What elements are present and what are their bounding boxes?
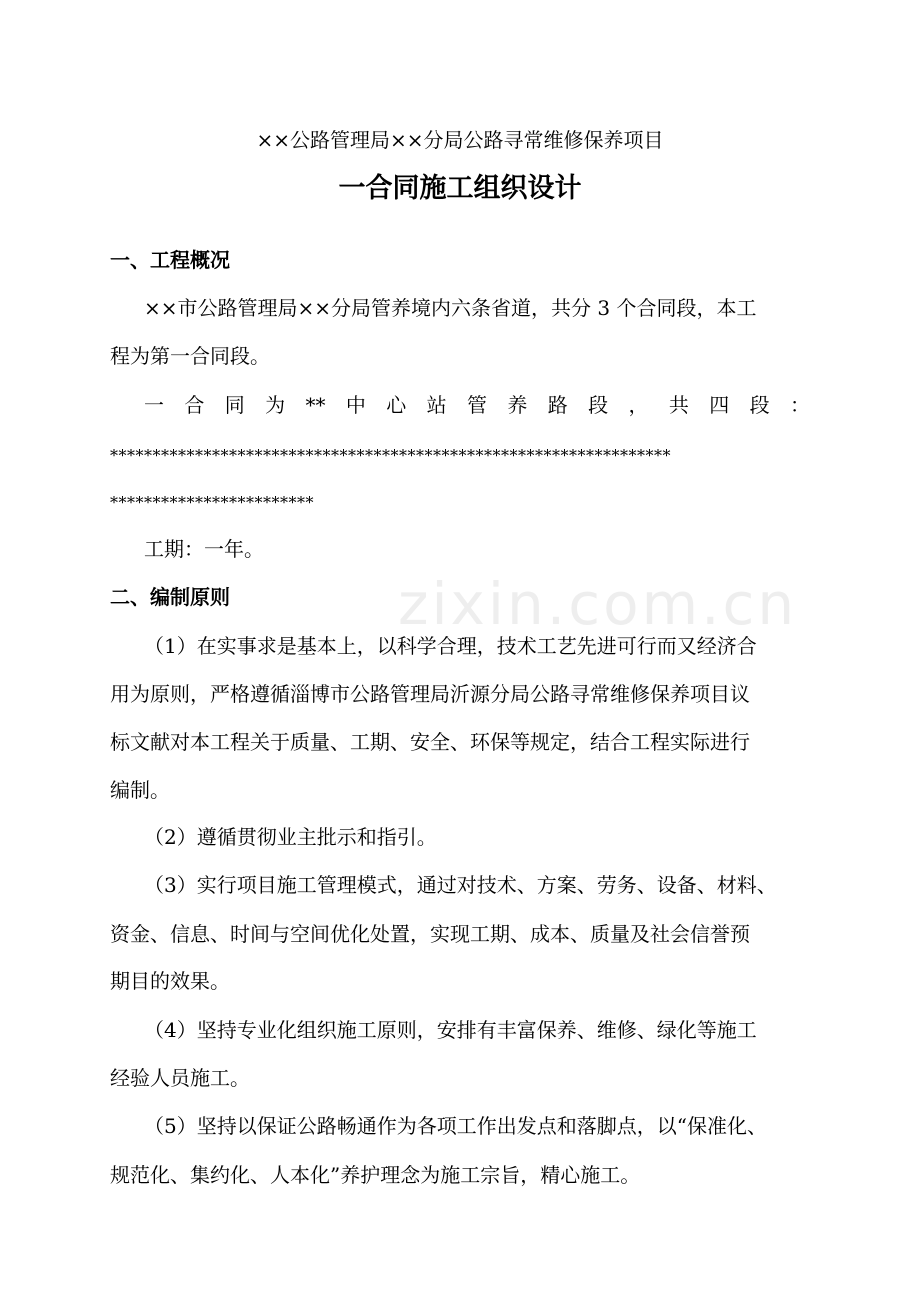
segment-char: 站 <box>426 393 447 417</box>
principle-item-line: 用为原则，严格遵循淄博市公路管理局沂源分局公路寻常维修保养项目议 <box>110 682 750 706</box>
principle-item-line: （4）坚持专业化组织施工原则，安排有丰富保养、维修、绿化等施工 <box>144 1018 757 1042</box>
overview-paragraph-line: 程为第一合同段。 <box>110 344 270 368</box>
principle-item-line: 规范化、集约化、人本化”养护理念为施工宗旨，精心施工。 <box>110 1163 641 1187</box>
segment-char: 中 <box>345 393 366 417</box>
segment-char: 为 <box>265 393 286 417</box>
segment-char: 段 <box>588 393 609 417</box>
principle-item-line: 资金、信息、时间与空间优化处置，实现工期、成本、质量及社会信誉预 <box>110 922 750 946</box>
segment-char: 共 <box>668 393 689 417</box>
segment-char: ** <box>305 393 326 417</box>
segment-char: 四 <box>709 393 730 417</box>
segment-char: 合 <box>184 393 205 417</box>
segment-char: 路 <box>547 393 568 417</box>
principle-item-line: （1）在实事求是基本上，以科学合理，技术工艺先进可行而又经济合 <box>144 634 757 658</box>
principle-item-line: （3）实行项目施工管理模式，通过对技术、方案、劳务、设备、材料、 <box>144 873 777 897</box>
contract-segment-line <box>144 391 810 419</box>
document-subtitle: ××公路管理局××分局公路寻常维修保养项目 <box>256 128 664 152</box>
segment-char: ： <box>790 393 810 417</box>
segment-char: 段 <box>749 393 770 417</box>
segment-char: 管 <box>467 393 487 417</box>
section-heading-principles: 二、编制原则 <box>110 585 230 609</box>
principle-item-line: 经验人员施工。 <box>110 1066 250 1090</box>
principle-item-line: （5）坚持以保证公路畅通作为各项工作出发点和落脚点，以“保准化、 <box>144 1114 767 1138</box>
redacted-segments-line: ************************ <box>110 493 314 512</box>
segment-char: 一 <box>144 393 164 417</box>
segment-char: 同 <box>224 393 245 417</box>
section-heading-overview: 一、工程概况 <box>110 248 230 272</box>
construction-period: 工期：一年。 <box>144 537 264 561</box>
principle-item-line: 期目的效果。 <box>110 969 230 993</box>
principle-item-line: 标文献对本工程关于质量、工期、安全、环保等规定，结合工程实际进行 <box>110 730 750 754</box>
watermark: zixin.com.cn <box>398 570 798 638</box>
principle-item-line: 编制。 <box>110 778 170 802</box>
document-title: 一合同施工组织设计 <box>338 173 582 204</box>
segment-char: 养 <box>507 393 528 417</box>
segment-char: 心 <box>386 393 407 417</box>
redacted-segments-line: ****************************************************************** <box>110 446 671 465</box>
overview-paragraph-line: ××市公路管理局××分局管养境内六条省道，共分 3 个合同段，本工 <box>144 296 757 320</box>
segment-char: ， <box>628 393 649 417</box>
principle-item-line: （2）遵循贯彻业主批示和指引。 <box>144 825 437 849</box>
